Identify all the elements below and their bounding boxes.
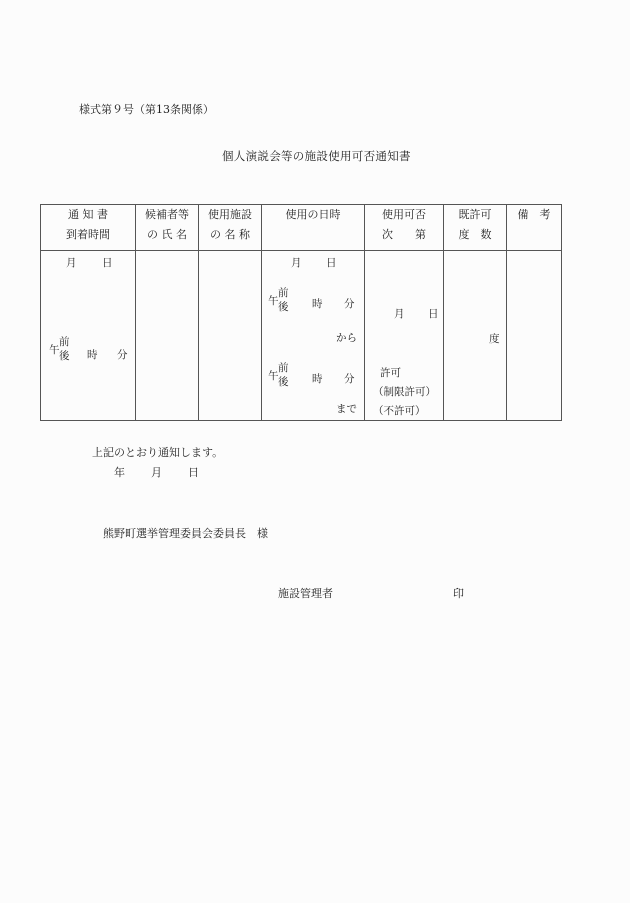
cell-remarks[interactable] [507,251,562,421]
header-usage-datetime: 使用の日時 [262,205,365,251]
header-row [41,205,562,251]
cell-facility-name[interactable] [199,251,262,421]
cell-usage-datetime[interactable]: 月 日 午 前 後 時 分 から 午 前 後 時 分 まで [262,251,365,421]
header-arrival-time: 通 知 書 到着時間 [41,205,136,251]
addressee: 熊野町選挙管理委員会委員長 様 [103,527,268,540]
option-restricted: （制限許可） [373,386,436,398]
facility-manager-label: 施設管理者 [278,587,333,600]
option-permit: 許可 [380,367,401,379]
cell-decision[interactable]: 月 日 許可 （制限許可） （不許可） [365,251,444,421]
option-denied: （不許可） [373,405,426,417]
header-prior-count: 既許可 度 数 [444,205,507,251]
header-decision: 使用可否 次 第 [365,205,444,251]
cell-prior-count[interactable]: 度 [444,251,507,421]
header-remarks: 備 考 [507,205,562,251]
seal-mark: 印 [453,587,464,600]
header-facility-name: 使用施設 の 名 称 [199,205,262,251]
cell-candidate-name[interactable] [136,251,199,421]
cell-arrival-time[interactable]: 月 日 午 前 後 時 分 [41,251,136,421]
document-title: 個人演説会等の施設使用可否通知書 [222,149,411,163]
notice-date: 年 月 日 [114,466,199,479]
notice-text: 上記のとおり通知します。 [92,446,224,459]
header-candidate-name: 候補者等 の 氏 名 [136,205,199,251]
notice-table [40,204,562,421]
form-number: 様式第９号（第13条関係） [79,103,214,116]
data-row [41,251,562,421]
